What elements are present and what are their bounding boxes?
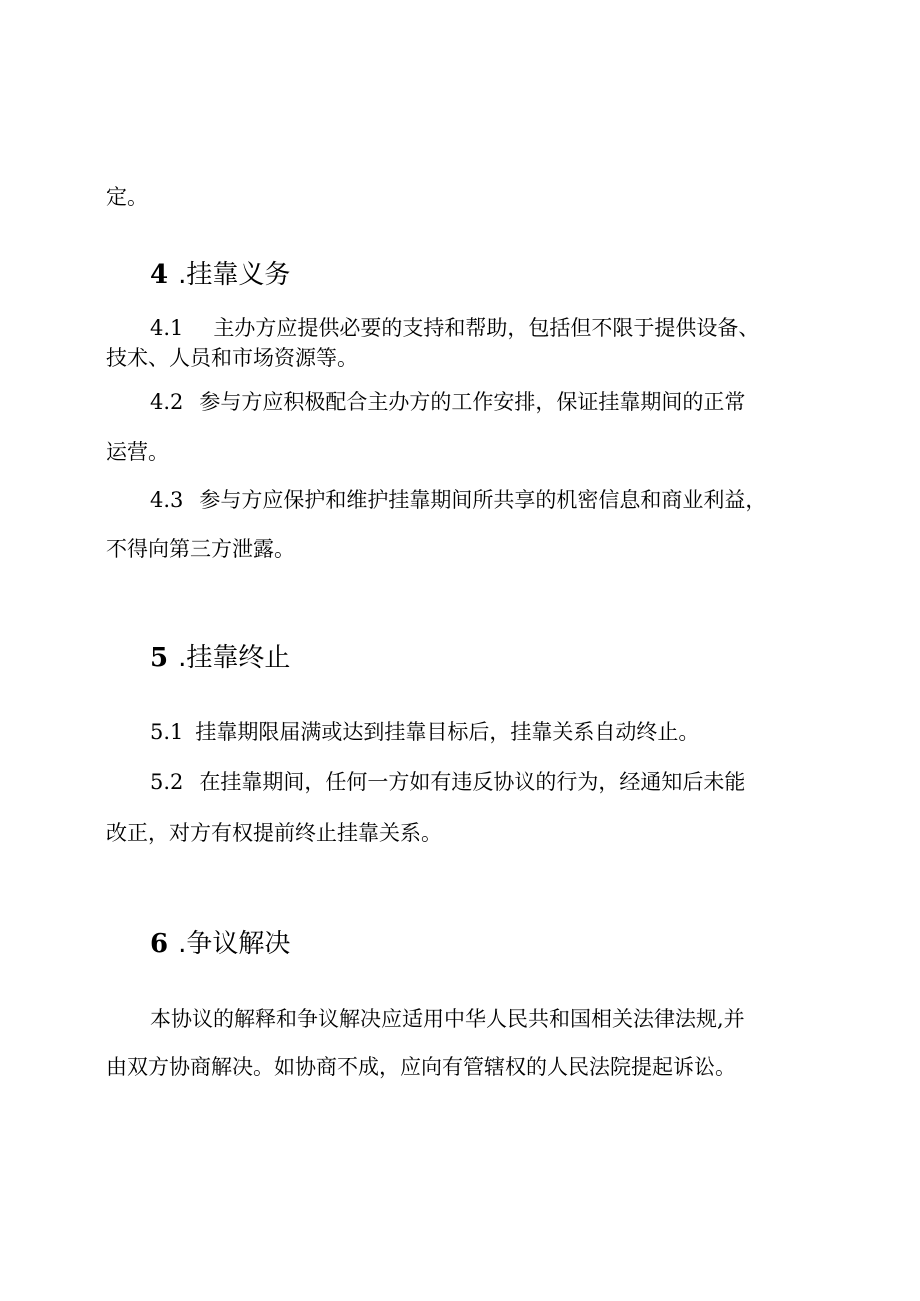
- clause-4-1-line-1: [150, 313, 759, 343]
- clause-4-3-line-2: 不得向第三方泄露。: [106, 537, 295, 561]
- clause-text: 参与方应积极配合主办方的工作安排，保证挂靠期间的正常: [199, 390, 746, 414]
- section-heading-4: [150, 258, 290, 292]
- dispute-paragraph-line-2: 由双方协商解决。如协商不成，应向有管辖权的人民法院提起诉讼。: [106, 1055, 736, 1079]
- dispute-paragraph-line-1: 本协议的解释和争议解决应适用中华人民共和国相关法律法规,并: [150, 1007, 745, 1031]
- section-title: .争议解决: [178, 929, 291, 959]
- clause-4-2-line-2: 运营。: [106, 440, 169, 464]
- clause-text: 参与方应保护和维护挂靠期间所共享的机密信息和商业利益，: [199, 488, 767, 512]
- section-title: .挂靠终止: [178, 643, 291, 673]
- clause-number: 5.1: [150, 720, 184, 744]
- section-heading-5: [150, 641, 290, 675]
- clause-5-1-line-1: [150, 717, 699, 747]
- clause-4-1-line-2: 技术、人员和市场资源等。: [106, 346, 358, 370]
- clause-number: 4.1: [150, 316, 184, 340]
- clause-5-2-line-1: [150, 767, 745, 797]
- section-number: 6: [150, 929, 169, 959]
- clause-4-3-line-1: [150, 485, 766, 515]
- clause-text: 主办方应提供必要的支持和帮助，包括但不限于提供设备、: [213, 316, 760, 340]
- section-number: 4: [150, 260, 169, 290]
- clause-5-2-line-2: 改正，对方有权提前终止挂靠关系。: [106, 821, 442, 845]
- clause-number: 4.2: [150, 390, 184, 414]
- section-heading-6: [150, 927, 290, 961]
- clause-number: 5.2: [150, 770, 184, 794]
- clause-text: 挂靠期限届满或达到挂靠目标后，挂靠关系自动终止。: [195, 720, 700, 744]
- section-number: 5: [150, 643, 169, 673]
- section-title: .挂靠义务: [178, 260, 291, 290]
- clause-4-2-line-1: [150, 387, 745, 417]
- continuation-text: 定。: [106, 185, 148, 209]
- clause-number: 4.3: [150, 488, 184, 512]
- clause-text: 在挂靠期间，任何一方如有违反协议的行为，经通知后未能: [199, 770, 746, 794]
